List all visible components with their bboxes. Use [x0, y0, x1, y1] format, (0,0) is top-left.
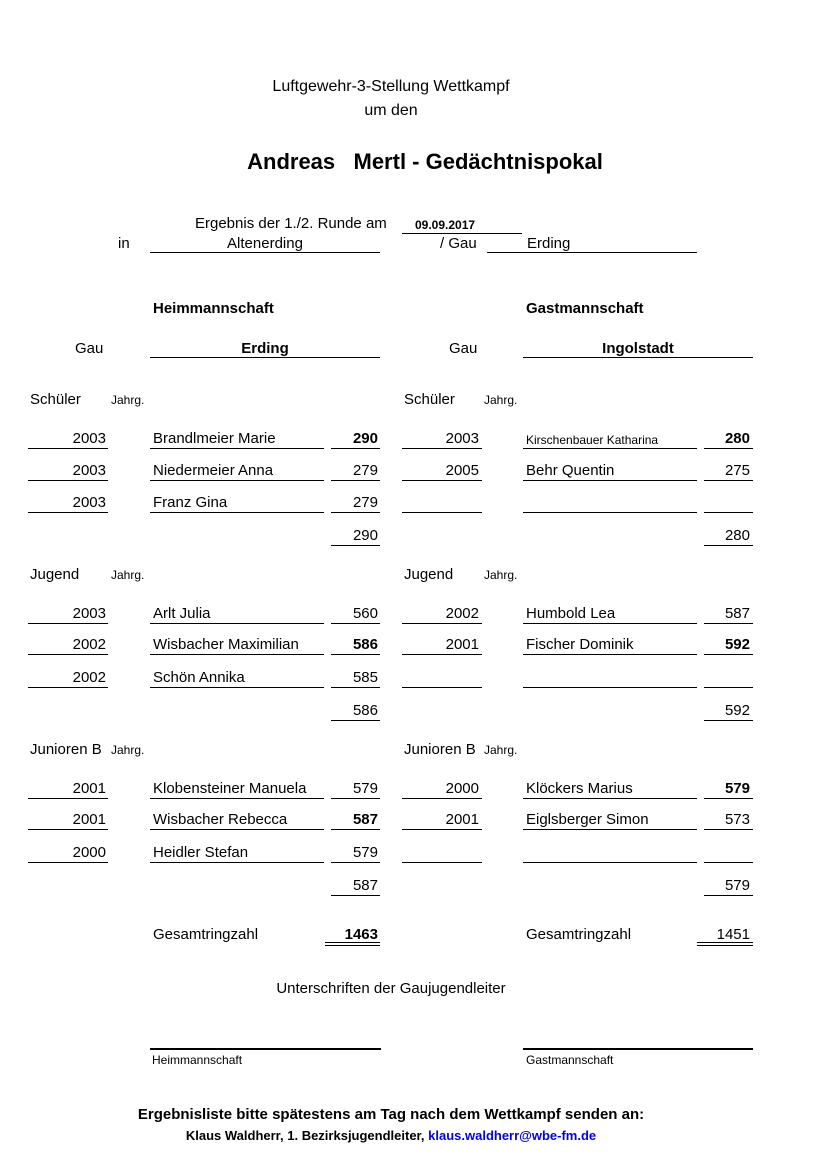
guest-gesamt-label: Gesamtringzahl [526, 926, 632, 943]
row-underline [150, 448, 324, 449]
row-underline [150, 829, 324, 830]
row-underline [523, 623, 697, 624]
row-underline [523, 448, 697, 449]
home-schueler-year-3: 2003 [72, 494, 106, 511]
row-underline [150, 687, 324, 688]
row-underline [704, 687, 753, 688]
home-jugend-year-2: 2002 [72, 636, 106, 653]
guest-jugend-name-1: Humbold Lea [526, 605, 616, 622]
round-gau: Erding [527, 235, 571, 252]
location-underline [150, 252, 380, 253]
guest-junioren-name-1: Klöckers Marius [526, 780, 633, 797]
guest-schueler-total: 280 [724, 527, 750, 544]
guest-gesamt: 1451 [716, 926, 750, 943]
home-jugend-year-3: 2002 [72, 669, 106, 686]
signatures-title: Unterschriften der Gaujugendleiter [276, 980, 506, 997]
home-junioren-name-2: Wisbacher Rebecca [153, 811, 288, 828]
row-underline [28, 687, 108, 688]
home-gesamt-double-underline [325, 942, 380, 946]
header-line-2: um den [364, 102, 418, 119]
total-underline [704, 720, 753, 721]
guest-junioren-score-2: 573 [724, 811, 750, 828]
row-underline [28, 829, 108, 830]
guest-junioren-year-1: 2000 [445, 780, 479, 797]
guest-schueler-name-2: Behr Quentin [526, 462, 615, 479]
row-underline [704, 512, 753, 513]
row-underline [28, 798, 108, 799]
home-junioren-label: Junioren B [30, 741, 102, 758]
row-underline [150, 798, 324, 799]
guest-junioren-score-1: 579 [724, 780, 750, 797]
home-junioren-total: 587 [352, 877, 378, 894]
row-underline [150, 862, 324, 863]
home-schueler-score-1: 290 [352, 430, 378, 447]
footer-contact: Klaus Waldherr, 1. Bezirksjugendleiter, [185, 1128, 425, 1143]
round-gau-label: / Gau [440, 235, 477, 252]
footer-instruction: Ergebnisliste bitte spätestens am Tag nach dem Wettkampf senden an: [137, 1106, 645, 1123]
row-underline [402, 798, 482, 799]
guest-schueler-jahrg: Jahrg. [484, 393, 518, 407]
row-underline [523, 480, 697, 481]
home-schueler-year-1: 2003 [72, 430, 106, 447]
home-schueler-score-2: 279 [352, 462, 378, 479]
row-underline [331, 654, 380, 655]
round-date: 09.09.2017 [415, 218, 476, 232]
guest-junioren-year-2: 2001 [445, 811, 479, 828]
home-junioren-year-3: 2000 [72, 844, 106, 861]
page-title: Andreas Mertl - Gedächtnispokal [247, 149, 603, 174]
row-underline [402, 512, 482, 513]
home-jugend-score-1: 560 [352, 605, 378, 622]
row-underline [704, 623, 753, 624]
row-underline [402, 480, 482, 481]
row-underline [28, 448, 108, 449]
row-underline [523, 862, 697, 863]
home-junioren-name-1: Klobensteiner Manuela [153, 780, 307, 797]
home-junioren-name-3: Heidler Stefan [153, 844, 249, 861]
guest-gesamt-double-underline [697, 942, 753, 946]
home-signature-line [150, 1048, 381, 1050]
home-jugend-score-3: 585 [352, 669, 378, 686]
row-underline [704, 862, 753, 863]
header-line-1: Luftgewehr-3-Stellung Wettkampf [272, 78, 510, 95]
home-gau-label: Gau [75, 340, 104, 357]
row-underline [704, 654, 753, 655]
guest-team-label: Gastmannschaft [526, 300, 644, 317]
row-underline [523, 654, 697, 655]
home-gesamt-label: Gesamtringzahl [153, 926, 259, 943]
home-schueler-name-1: Brandlmeier Marie [153, 430, 276, 447]
total-underline [331, 545, 380, 546]
guest-schueler-name-1: Kirschenbauer Katharina [526, 433, 659, 447]
round-label: Ergebnis der 1./2. Runde am [195, 215, 387, 232]
home-gau-underline [150, 357, 380, 358]
round-location: Altenerding [227, 235, 303, 252]
guest-gau-underline [523, 357, 753, 358]
row-underline [331, 512, 380, 513]
row-underline [28, 480, 108, 481]
guest-signature-label: Gastmannschaft [526, 1053, 614, 1067]
row-underline [704, 480, 753, 481]
row-underline [28, 512, 108, 513]
row-underline [331, 448, 380, 449]
guest-jugend-jahrg: Jahrg. [484, 568, 518, 582]
home-gau: Erding [241, 340, 289, 357]
home-jugend-name-3: Schön Annika [153, 669, 245, 686]
total-underline [704, 895, 753, 896]
in-label: in [118, 235, 130, 252]
home-junioren-score-2: 587 [352, 811, 378, 828]
home-schueler-name-3: Franz Gina [153, 494, 228, 511]
round-gau-underline [487, 252, 697, 253]
home-jugend-name-1: Arlt Julia [153, 605, 211, 622]
home-schueler-name-2: Niedermeier Anna [153, 462, 274, 479]
home-jugend-name-2: Wisbacher Maximilian [153, 636, 299, 653]
home-jugend-year-1: 2003 [72, 605, 106, 622]
row-underline [331, 687, 380, 688]
row-underline [704, 798, 753, 799]
row-underline [331, 480, 380, 481]
guest-jugend-year-2: 2001 [445, 636, 479, 653]
home-jugend-label: Jugend [30, 566, 80, 583]
home-junioren-year-1: 2001 [72, 780, 106, 797]
row-underline [150, 623, 324, 624]
row-underline [402, 862, 482, 863]
home-schueler-year-2: 2003 [72, 462, 106, 479]
guest-junioren-total: 579 [724, 877, 750, 894]
home-junioren-year-2: 2001 [72, 811, 106, 828]
row-underline [402, 687, 482, 688]
home-gesamt: 1463 [344, 926, 378, 943]
row-underline [331, 798, 380, 799]
guest-schueler-score-2: 275 [724, 462, 750, 479]
home-schueler-total: 290 [352, 527, 378, 544]
home-junioren-score-3: 579 [352, 844, 378, 861]
home-junioren-jahrg: Jahrg. [111, 743, 145, 757]
guest-jugend-label: Jugend [404, 566, 454, 583]
row-underline [402, 448, 482, 449]
home-jugend-score-2: 586 [352, 636, 378, 653]
home-jugend-total: 586 [352, 702, 378, 719]
total-underline [331, 895, 380, 896]
row-underline [523, 829, 697, 830]
row-underline [523, 798, 697, 799]
footer-email-link[interactable]: klaus.waldherr@wbe-fm.de [428, 1128, 597, 1143]
guest-schueler-year-2: 2005 [445, 462, 479, 479]
guest-jugend-year-1: 2002 [445, 605, 479, 622]
home-schueler-jahrg: Jahrg. [111, 393, 145, 407]
guest-jugend-total: 592 [724, 702, 750, 719]
home-schueler-score-3: 279 [352, 494, 378, 511]
guest-junioren-jahrg: Jahrg. [484, 743, 518, 757]
row-underline [402, 623, 482, 624]
guest-signature-line [523, 1048, 753, 1050]
row-underline [150, 480, 324, 481]
guest-gau-label: Gau [449, 340, 478, 357]
guest-junioren-label: Junioren B [404, 741, 476, 758]
row-underline [402, 829, 482, 830]
guest-junioren-name-2: Eiglsberger Simon [526, 811, 649, 828]
guest-schueler-label: Schüler [404, 391, 455, 408]
row-underline [28, 654, 108, 655]
guest-gau: Ingolstadt [602, 340, 674, 357]
home-signature-label: Heimmannschaft [152, 1053, 243, 1067]
row-underline [402, 654, 482, 655]
row-underline [523, 687, 697, 688]
row-underline [28, 862, 108, 863]
home-schueler-label: Schüler [30, 391, 81, 408]
row-underline [704, 448, 753, 449]
guest-schueler-score-1: 280 [724, 430, 750, 447]
row-underline [150, 654, 324, 655]
row-underline [150, 512, 324, 513]
row-underline [704, 829, 753, 830]
home-jugend-jahrg: Jahrg. [111, 568, 145, 582]
home-junioren-score-1: 579 [352, 780, 378, 797]
footer-contact-line [0, 1129, 782, 1142]
row-underline [331, 829, 380, 830]
guest-jugend-score-2: 592 [724, 636, 750, 653]
guest-schueler-year-1: 2003 [445, 430, 479, 447]
total-underline [331, 720, 380, 721]
date-underline [402, 233, 522, 234]
guest-jugend-score-1: 587 [724, 605, 750, 622]
row-underline [331, 623, 380, 624]
row-underline [523, 512, 697, 513]
total-underline [704, 545, 753, 546]
home-team-label: Heimmannschaft [153, 300, 274, 317]
row-underline [331, 862, 380, 863]
row-underline [28, 623, 108, 624]
guest-jugend-name-2: Fischer Dominik [526, 636, 634, 653]
